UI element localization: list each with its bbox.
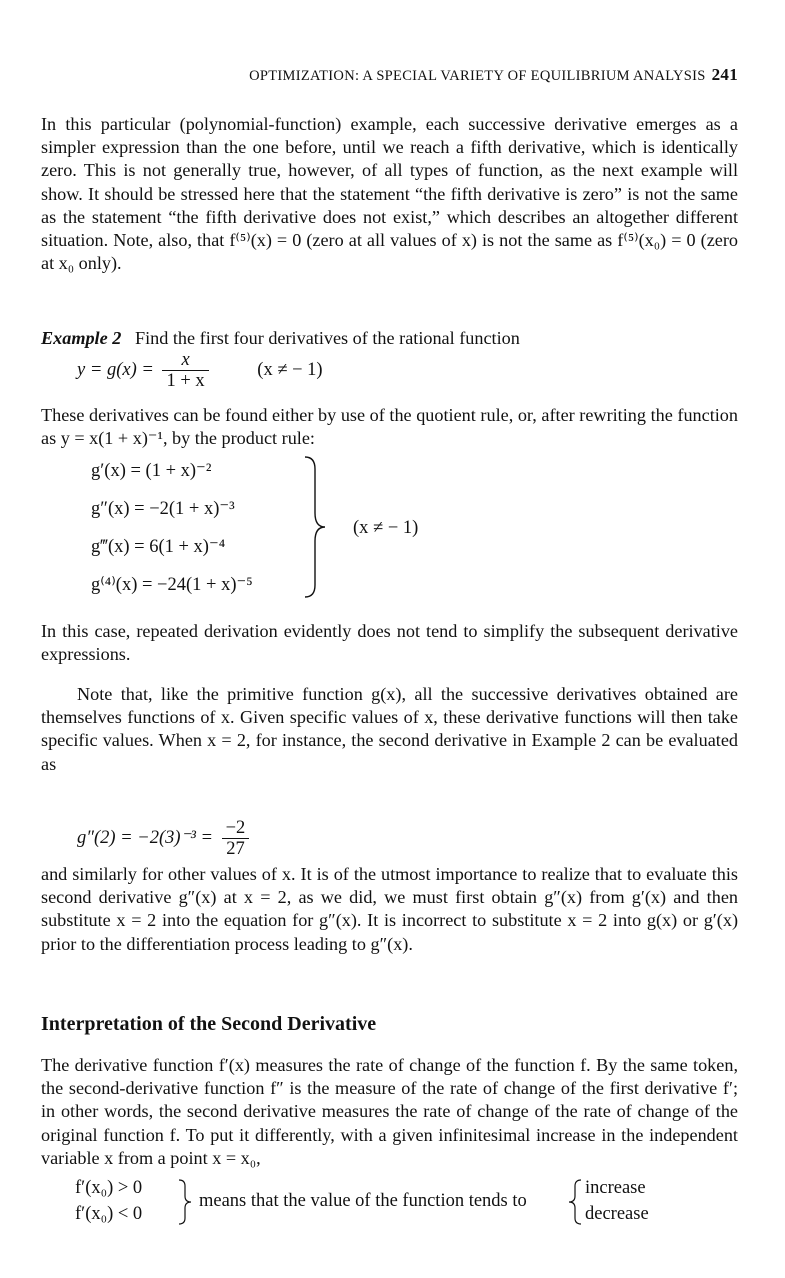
eq1-fraction bbox=[162, 350, 208, 391]
left-brace-small-icon bbox=[567, 1178, 583, 1226]
example-label: Example 2 bbox=[41, 328, 122, 348]
running-head bbox=[249, 65, 738, 85]
derivatives-condition: (x ≠ − 1) bbox=[353, 518, 419, 538]
derivative-4: g⁽⁴⁾(x) = −24(1 + x)⁻⁵ bbox=[91, 575, 253, 595]
condition-meaning: means that the value of the function tends to bbox=[199, 1191, 527, 1211]
derivative-3: g‴(x) = 6(1 + x)⁻⁴ bbox=[91, 537, 226, 557]
eq1-numerator: x bbox=[162, 350, 208, 371]
derivative-1: g′(x) = (1 + x)⁻² bbox=[91, 461, 212, 481]
right-brace-icon bbox=[301, 455, 331, 600]
eq1-condition: (x ≠ − 1) bbox=[257, 359, 323, 380]
equation-second-derivative-at-2 bbox=[77, 818, 253, 859]
eq2-lhs: g″(2) = −2(3)⁻³ = bbox=[77, 827, 213, 848]
paragraph-4: Note that, like the primitive function g(x), all the successive derivatives obtained are themselves functions of x. Given specific values of x, these derivative functions will then take specific values. When x = 2, for instance, the second derivative in Example 2 can be evaluated as bbox=[41, 684, 738, 774]
page-number: 241 bbox=[711, 65, 738, 84]
eq2-denominator: 27 bbox=[226, 839, 245, 859]
equation-rational-function bbox=[77, 350, 323, 391]
condition-positive: f′(x₀) > 0 bbox=[75, 1178, 143, 1198]
example-2-intro bbox=[41, 327, 738, 350]
running-title: OPTIMIZATION: A SPECIAL VARIETY OF EQUILIBRIUM ANALYSIS bbox=[249, 68, 706, 84]
derivative-2: g″(x) = −2(1 + x)⁻³ bbox=[91, 499, 235, 519]
result-increase: increase bbox=[585, 1178, 646, 1198]
paragraph-1: In this particular (polynomial-function) example, each successive derivative emerges as a simpler expression than the one before, until we reach a fifth derivative, which is identically zero. This is not generally true, however, of all types of function, as the next example will show. It should be stressed here that the statement “the fifth derivative is zero” is not the same as the statement “the fifth derivative does not exist,” which describes an altogether different situation. Note, also, that f⁽⁵⁾(x) = 0 (zero at all values of x) is not the same as f⁽⁵⁾(x₀) = 0 (zero at x₀ only). bbox=[41, 114, 738, 274]
eq1-denominator: 1 + x bbox=[166, 371, 205, 391]
result-decrease: decrease bbox=[585, 1204, 649, 1224]
paragraph-6: The derivative function f′(x) measures the rate of change of the function f. By the same token, the second-derivative function f″ is the measure of the rate of change of the first derivative f′; in other words, the second derivative measures the rate of change of the rate of change of the original function f. To put it differently, with a given infinitesimal increase in the independent variable x from a point x = x₀, bbox=[41, 1055, 738, 1168]
eq1-lhs: y = g(x) = bbox=[77, 359, 154, 380]
right-brace-small-icon bbox=[177, 1178, 193, 1226]
paragraph-5: and similarly for other values of x. It is of the utmost importance to realize that to evaluate this second derivative g″(x) at x = 2, as we did, we must first obtain g″(x) from g′(x) and then substitute x = 2 into the equation for g″(x). It is incorrect to substitute x = 2 into g(x) or g′(x) prior to the differentiation process leading to g″(x). bbox=[41, 864, 738, 954]
example-text: Find the first four derivatives of the rational function bbox=[134, 328, 520, 348]
paragraph-2: These derivatives can be found either by use of the quotient rule, or, after rewriting the function as y = x(1 + x)⁻¹, by the product rule: bbox=[41, 405, 738, 449]
eq2-fraction bbox=[222, 818, 250, 859]
eq2-numerator: −2 bbox=[222, 818, 250, 839]
condition-negative: f′(x₀) < 0 bbox=[75, 1204, 143, 1224]
paragraph-3: In this case, repeated derivation evidently does not tend to simplify the subsequent derivative expressions. bbox=[41, 621, 738, 665]
section-heading: Interpretation of the Second Derivative bbox=[41, 1013, 377, 1035]
